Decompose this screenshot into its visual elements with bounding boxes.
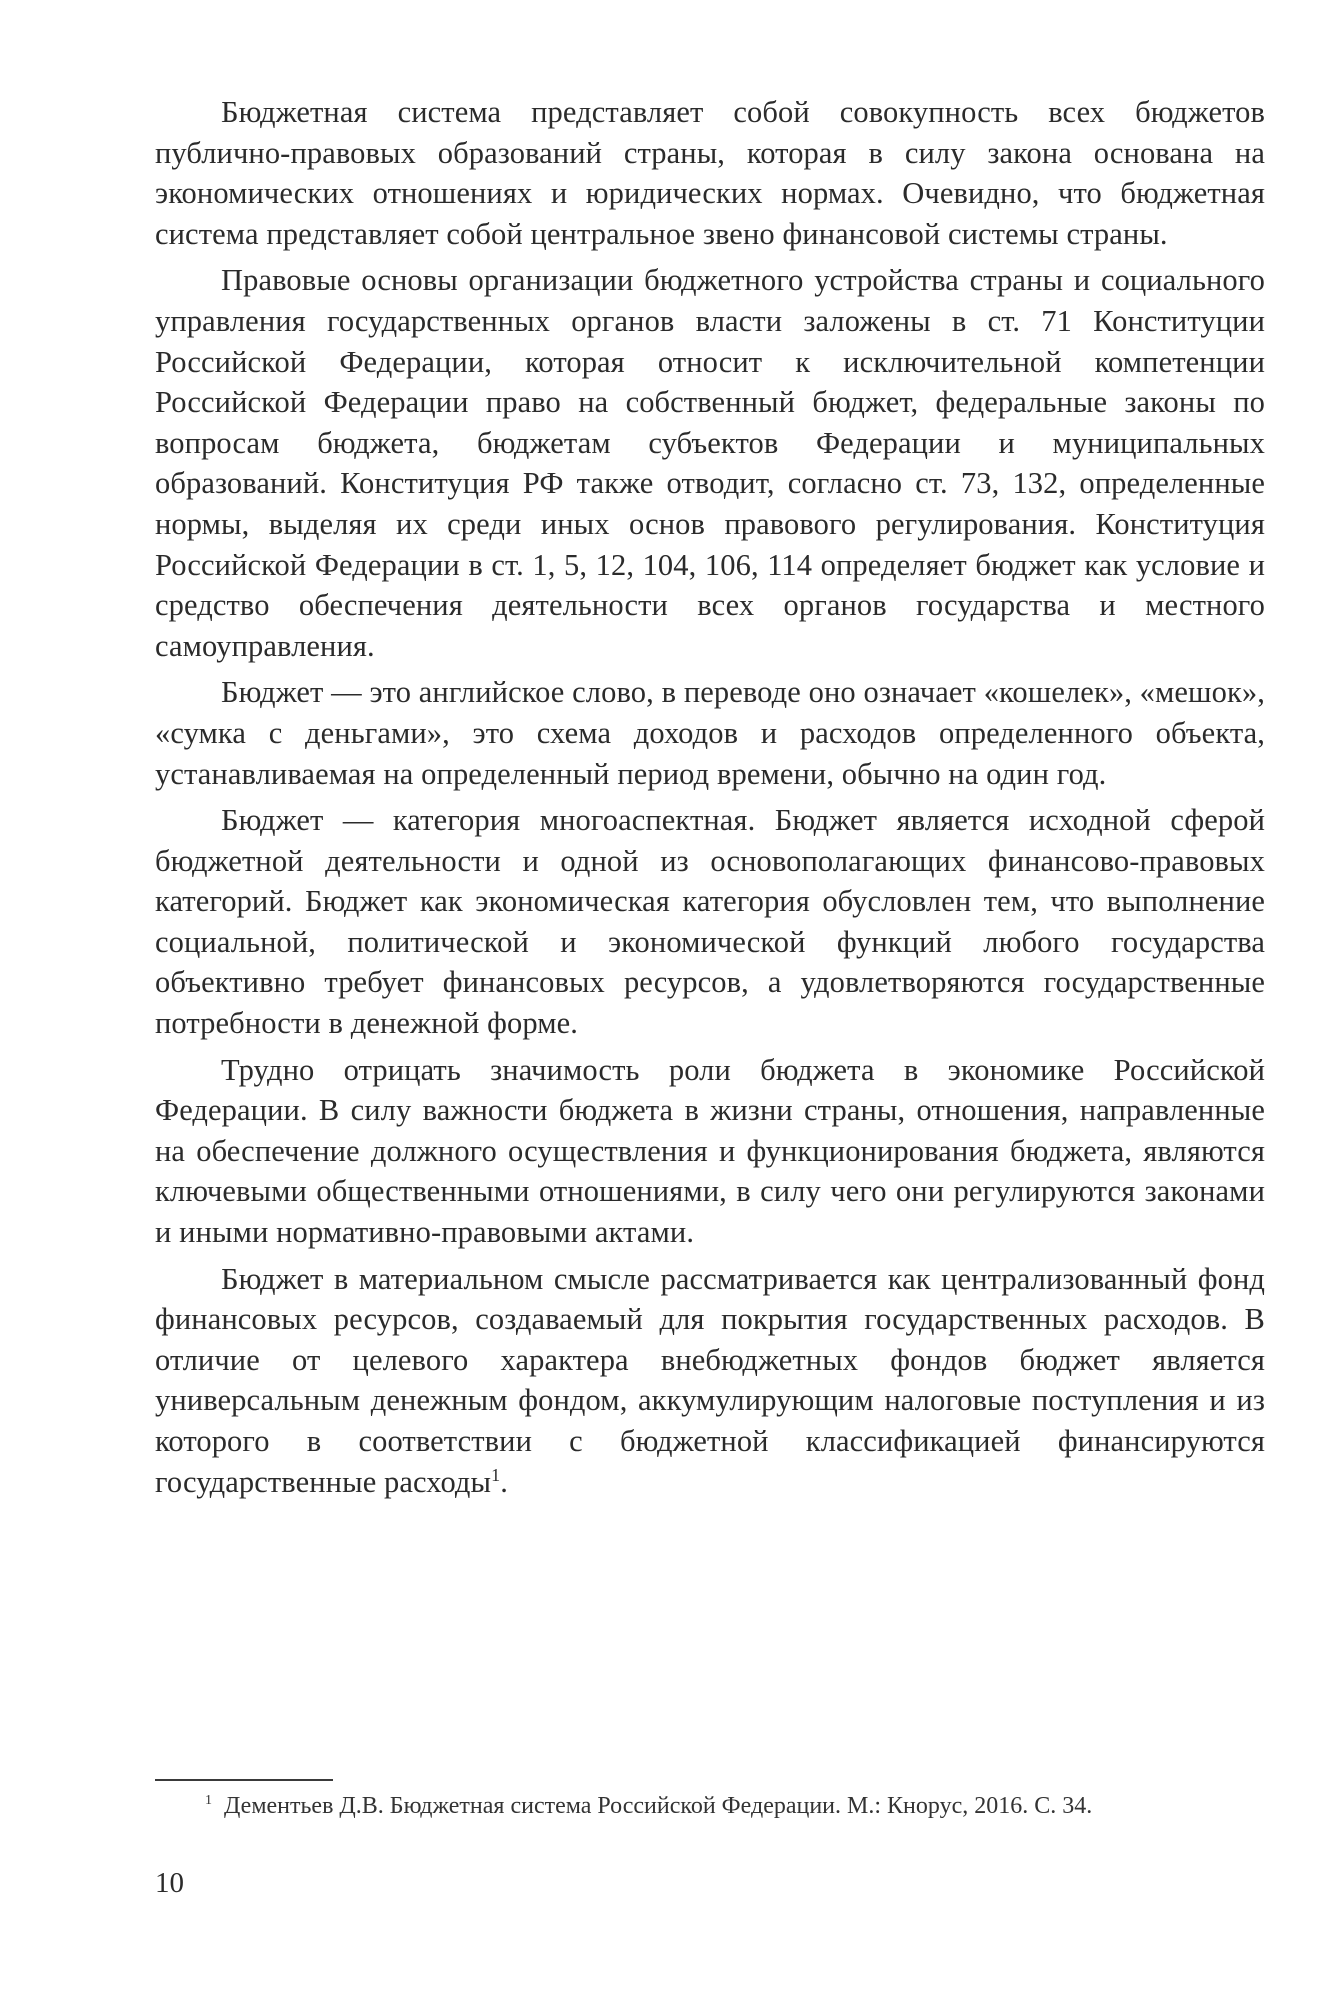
paragraph-6: Бюджет в материальном смысле рассматривается как централизованный фонд финансовых ресурсов, создаваемый для покрытия государственных расходов. В отличие от целевого характера внебюджетных фондов бюджет является универсальным денежным фондом, аккумулирующим налоговые поступления и из которого в соответствии с бюджетной классификацией финансируются государственные расходы$^1$. <box>155 1261 1265 1499</box>
paragraph-6-text: Бюджет в материальном смысле рассматривается как централизованный фонд финансовых ресурсов, создаваемый для покрытия государственных расходов. В отличие от целевого характера внебюджетных фондов бюджет является универсальным денежным фондом, аккумулирующим налоговые поступления и из которого в соответствии с бюджетной классификацией финансируются государственные расходы <box>155 1261 1265 1499</box>
paragraph-1: Бюджетная система представляет собой совокупность всех бюджетов публично-правовых образований страны, которая в силу закона основана на экономических отношениях и юридических нормах. Очевидно, что бюджетная система представляет собой центральное звено финансовой системы страны. <box>155 95 1265 251</box>
footnote-reference: 1 <box>491 1464 501 1485</box>
paragraph-2: Правовые основы организации бюджетного устройства страны и социального управления государственных органов власти заложены в ст. 71 Конституции Российской Федерации, которая относит к исключительной компетенции Российской Федерации право на собственный бюджет, федеральные законы по вопросам бюджета, бюджетам субъектов Федерации и муниципальных образований. Конституция РФ также отводит, согласно ст. 73, 132, определенные нормы, выделяя их среди иных основ правового регулирования. Конституция Российской Федерации в ст. 1, 5, 12, 104, 106, 114 определяет бюджет как условие и средство обеспечения деятельности всех органов государства и местного самоуправления. <box>155 263 1265 663</box>
footnote <box>205 1790 1265 1822</box>
paragraph-3: Бюджет — это английское слово, в переводе оно означает «кошелек», «мешок», «сумка с деньгами», это схема доходов и расходов определенного объекта, устанавливаемая на определенный период времени, обычно на один год. <box>155 675 1265 791</box>
footnote-text: Дементьев Д.В. Бюджетная система Российской Федерации. М.: Кнорус, 2016. С. 34. <box>224 1793 1093 1819</box>
footnote-number: 1 <box>205 1793 212 1808</box>
page-number: 10 <box>155 1867 184 1899</box>
paragraph-4: Бюджет — категория многоаспектная. Бюджет является исходной сферой бюджетной деятельности и одной из основополагающих финансово-правовых категорий. Бюджет как экономическая категория обусловлен тем, что выполнение социальной, политической и экономической функций любого государства объективно требует финансовых ресурсов, а удовлетворяются государственные потребности в денежной форме. <box>155 803 1265 1041</box>
footnote-divider <box>155 1779 333 1781</box>
paragraph-5: Трудно отрицать значимость роли бюджета в экономике Российской Федерации. В силу важности бюджета в жизни страны, отношения, направленные на обеспечение должного осуществления и функционирования бюджета, являются ключевыми общественными отношениями, в силу чего они регулируются законами и иными нормативно-правовыми актами. <box>155 1052 1265 1250</box>
body-text <box>155 92 1265 1508</box>
